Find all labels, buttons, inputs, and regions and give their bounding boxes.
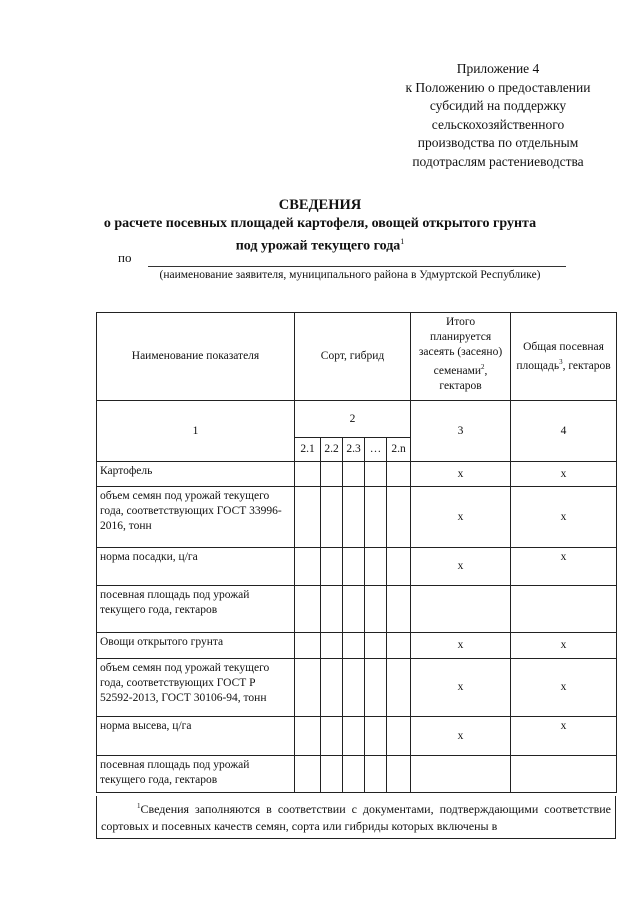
cell[interactable] <box>365 633 387 659</box>
row-label: норма высева, ц/га <box>97 717 295 756</box>
row-label: посевная площадь под урожай текущего года, гектаров <box>97 586 295 633</box>
cell[interactable] <box>387 487 411 548</box>
cell[interactable] <box>387 717 411 756</box>
cell[interactable] <box>295 717 321 756</box>
row-label: Картофель <box>97 462 295 487</box>
colnum-2: 2 <box>295 401 411 438</box>
cell-total-planned: x <box>411 487 511 548</box>
cell[interactable] <box>321 462 343 487</box>
applicant-name-hint: (наименование заявителя, муниципального района в Удмуртской Республике) <box>159 269 541 281</box>
appendix-block <box>378 60 618 172</box>
subcol-2-1: 2.1 <box>295 438 321 462</box>
footnote <box>96 796 616 839</box>
row-label: Овощи открытого грунта <box>97 633 295 659</box>
cell-total-planned: x <box>411 717 511 756</box>
header-indicator-name: Наименование показателя <box>97 313 295 401</box>
table-row <box>97 633 617 659</box>
cell-total-planned[interactable] <box>411 756 511 793</box>
cell[interactable] <box>321 717 343 756</box>
po-label: по <box>118 250 132 265</box>
cell[interactable] <box>387 548 411 586</box>
cell[interactable] <box>365 462 387 487</box>
cell[interactable] <box>343 586 365 633</box>
appendix-line: субсидий на поддержку <box>429 98 567 114</box>
footnote-marker: 1 <box>137 802 141 810</box>
cell[interactable] <box>321 633 343 659</box>
sowing-area-table <box>96 312 617 793</box>
cell[interactable] <box>387 659 411 717</box>
cell-total-area: x <box>511 633 617 659</box>
cell[interactable] <box>343 487 365 548</box>
cell[interactable] <box>295 462 321 487</box>
title-main: СВЕДЕНИЯ <box>278 197 362 213</box>
cell[interactable] <box>365 548 387 586</box>
cell[interactable] <box>295 659 321 717</box>
row-label: объем семян под урожай текущего года, соответствующих ГОСТ 33996-2016, тонн <box>97 487 295 548</box>
subcol-ellipsis: … <box>365 438 387 462</box>
cell[interactable] <box>321 659 343 717</box>
table-row <box>97 659 617 717</box>
cell-total-planned: x <box>411 633 511 659</box>
cell-total-planned: x <box>411 462 511 487</box>
cell[interactable] <box>343 756 365 793</box>
colnum-3: 3 <box>411 401 511 462</box>
header-row <box>97 313 617 401</box>
cell-total-area: x <box>511 487 617 548</box>
column-number-row <box>97 401 617 438</box>
cell[interactable] <box>295 633 321 659</box>
colnum-1: 1 <box>97 401 295 462</box>
row-label: объем семян под урожай текущего года, соответствующих ГОСТ Р 52592-2013, ГОСТ 30106-94, тонн <box>97 659 295 717</box>
cell[interactable] <box>387 462 411 487</box>
table-row <box>97 462 617 487</box>
table-row <box>97 548 617 586</box>
title-line-3: под урожай текущего года$^1$ <box>235 237 405 254</box>
cell-total-planned[interactable] <box>411 586 511 633</box>
appendix-line: производства по отдельным <box>417 135 579 151</box>
appendix-line: сельскохозяйственного <box>431 116 565 132</box>
cell[interactable] <box>343 717 365 756</box>
row-label: норма посадки, ц/га <box>97 548 295 586</box>
cell[interactable] <box>387 756 411 793</box>
cell[interactable] <box>295 756 321 793</box>
header-variety-hybrid: Сорт, гибрид <box>295 313 411 401</box>
cell[interactable] <box>365 717 387 756</box>
cell-total-planned: x <box>411 548 511 586</box>
title-line-2: о расчете посевных площадей картофеля, овощей открытого грунта <box>103 215 537 231</box>
subcol-2-2: 2.2 <box>321 438 343 462</box>
cell[interactable] <box>321 756 343 793</box>
subcol-2-3: 2.3 <box>343 438 365 462</box>
applicant-name-field[interactable] <box>148 266 566 267</box>
footnote-text: Сведения заполняются в соответствии с документами, подтверждающими соответствие сортовых и посевных качеств семян, сорта или гибриды которых включены в <box>101 802 611 833</box>
appendix-line: к Положению о предоставлении <box>405 79 591 95</box>
cell[interactable] <box>295 487 321 548</box>
cell[interactable] <box>321 586 343 633</box>
header-planned-total: Итого планируется засеять (засеяно) семенами$^2$, гектаров <box>411 313 511 401</box>
table-row <box>97 717 617 756</box>
cell[interactable] <box>321 487 343 548</box>
table-row <box>97 756 617 793</box>
document-title <box>0 196 640 256</box>
cell[interactable] <box>365 487 387 548</box>
table-row <box>97 487 617 548</box>
cell[interactable] <box>365 659 387 717</box>
row-label: посевная площадь под урожай текущего года, гектаров <box>97 756 295 793</box>
subcol-2-n: 2.n <box>387 438 411 462</box>
cell[interactable] <box>365 756 387 793</box>
cell-total-area[interactable] <box>511 756 617 793</box>
cell[interactable] <box>343 659 365 717</box>
cell-total-area: x <box>511 659 617 717</box>
cell[interactable] <box>387 633 411 659</box>
header-total-area: Общая посевная площадь$^3$, гектаров <box>511 313 617 401</box>
colnum-4: 4 <box>511 401 617 462</box>
cell-total-area: x <box>511 462 617 487</box>
cell[interactable] <box>343 462 365 487</box>
cell[interactable] <box>387 586 411 633</box>
cell[interactable] <box>343 633 365 659</box>
cell-total-area[interactable] <box>511 586 617 633</box>
appendix-line: Приложение 4 <box>456 61 540 76</box>
cell-total-area: x <box>511 548 617 586</box>
cell[interactable] <box>343 548 365 586</box>
cell[interactable] <box>295 548 321 586</box>
cell[interactable] <box>295 586 321 633</box>
cell[interactable] <box>321 548 343 586</box>
cell[interactable] <box>365 586 387 633</box>
cell-total-planned: x <box>411 659 511 717</box>
cell-total-area: x <box>511 717 617 756</box>
appendix-line: подотраслям растениеводства <box>412 153 584 169</box>
table-row <box>97 586 617 633</box>
